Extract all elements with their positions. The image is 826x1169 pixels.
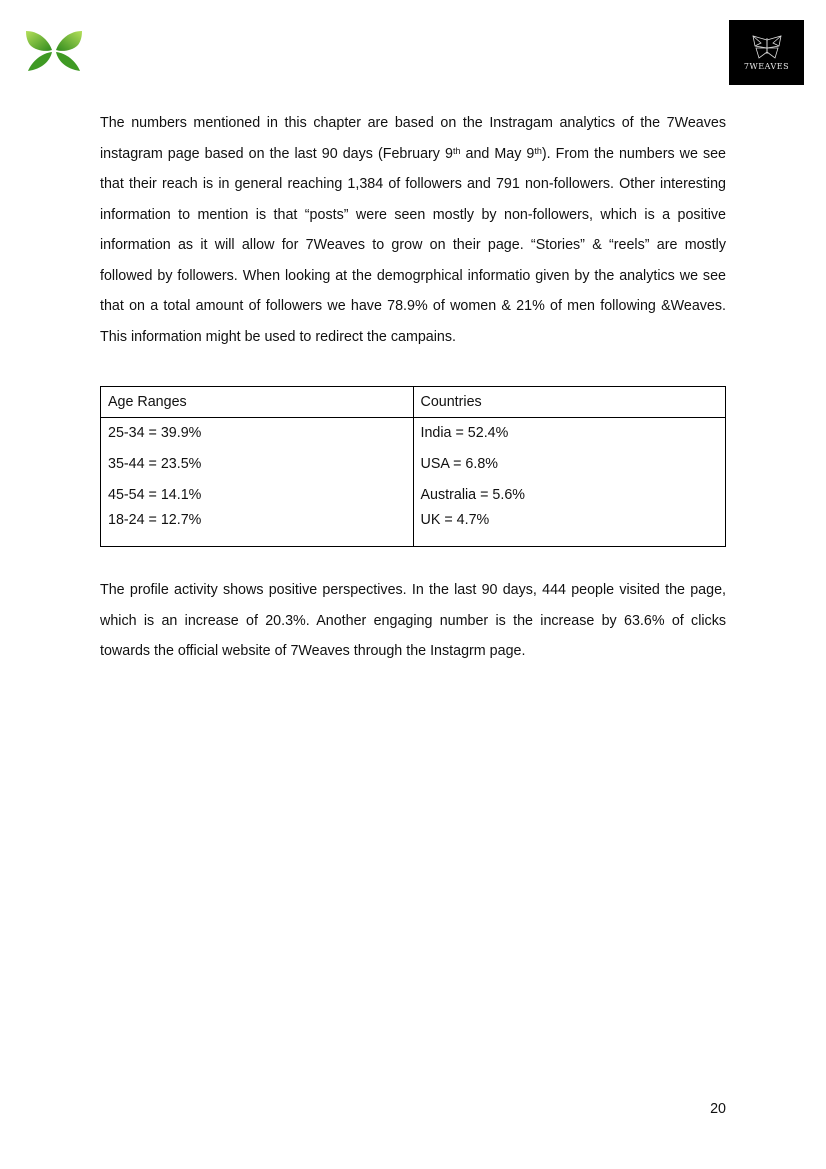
superscript: th: [534, 145, 542, 156]
page-content: [100, 108, 726, 667]
superscript: th: [452, 145, 461, 156]
table-cell: India = 52.4%: [413, 418, 726, 449]
paragraph-text: and May 9: [460, 145, 535, 162]
paragraph-text: ). From the numbers we see that their reach is in general reaching 1,384 of followers and 791 non-followers. Other interesting information to mention is that “posts” were seen mostly by non-followers, which is a positive information as it will allow for 7Weaves to grow on their page. “Stories” & “reels” are mostly followed by followers. When looking at the demogrphical informatio given by the analytics we see that on a total amount of followers we have 78.9% of women & 21% of men following &Weaves. This information might be used to redirect the campains.: [100, 145, 727, 345]
paragraph-text: The numbers mentioned in this chapter are based on the Instragam analytics of the 7Weaves instagram page based on the last 90 days (February 9: [100, 115, 726, 162]
column-header-age: Age Ranges: [101, 387, 414, 418]
table-cell: 45-54 = 14.1%: [101, 479, 414, 510]
table-row: [101, 418, 726, 449]
table-row: [101, 479, 726, 510]
green-butterfly-logo-icon: [24, 29, 84, 73]
table-cell: 35-44 = 23.5%: [101, 449, 414, 480]
table-cell: UK = 4.7%: [413, 510, 726, 547]
table-cell: Australia = 5.6%: [413, 479, 726, 510]
brand-logo: [729, 20, 804, 85]
column-header-countries: Countries: [413, 387, 726, 418]
geometric-butterfly-logo-icon: [749, 34, 785, 60]
intro-paragraph: [100, 108, 726, 352]
brand-text: 7WEAVES: [743, 62, 790, 71]
demographics-table: [100, 386, 726, 547]
table-cell: 25-34 = 39.9%: [101, 418, 414, 449]
table-cell: USA = 6.8%: [413, 449, 726, 480]
table-cell: 18-24 = 12.7%: [101, 510, 414, 547]
page-number: 20: [710, 1101, 726, 1117]
table-row: [101, 510, 726, 547]
table-header-row: [101, 387, 726, 418]
table-row: [101, 449, 726, 480]
profile-activity-paragraph: The profile activity shows positive perspectives. In the last 90 days, 444 people visited the page, which is an increase of 20.3%. Another engaging number is the increase by 63.6% of clicks towards the official website of 7Weaves through the Instagrm page.: [100, 582, 726, 660]
